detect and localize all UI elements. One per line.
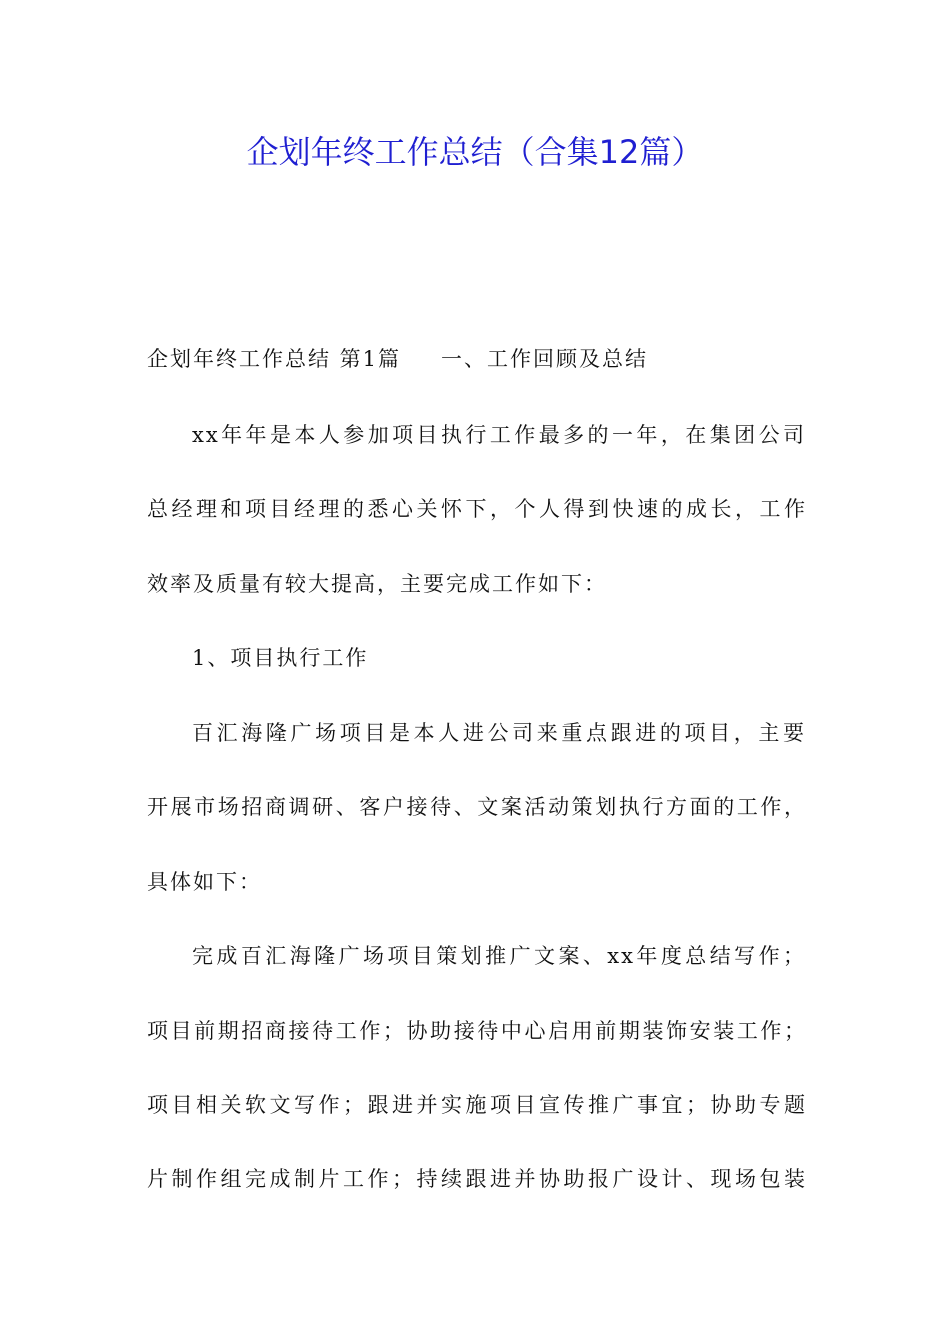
subsection-heading: 1、项目执行工作 (192, 646, 369, 670)
paragraph-line: 效率及质量有较大提高，主要完成工作如下： (147, 572, 607, 596)
paragraph-line: 片制作组完成制片工作；持续跟进并协助报广设计、现场包装 (147, 1167, 807, 1191)
paragraph-line: 开展市场招商调研、客户接待、文案活动策划执行方面的工作， (147, 795, 807, 819)
article-heading: 企划年终工作总结 第1篇 (147, 347, 402, 371)
paragraph-line: 总经理和项目经理的悉心关怀下，个人得到快速的成长，工作 (147, 497, 807, 521)
section-heading: 一、工作回顾及总结 (441, 347, 649, 371)
paragraph-line: 具体如下： (147, 870, 262, 894)
paragraph-line: 项目相关软文写作；跟进并实施项目宣传推广事宜；协助专题 (147, 1093, 807, 1117)
paragraph-line: 项目前期招商接待工作；协助接待中心启用前期装饰安装工作； (147, 1019, 807, 1043)
paragraph-line: xx年年是本人参加项目执行工作最多的一年，在集团公司 (192, 423, 806, 447)
document-title: 企划年终工作总结（合集12篇） (246, 133, 704, 171)
paragraph-line: 百汇海隆广场项目是本人进公司来重点跟进的项目，主要 (192, 721, 806, 745)
paragraph-line: 完成百汇海隆广场项目策划推广文案、xx年度总结写作； (192, 944, 806, 968)
section-header-line (147, 345, 648, 373)
